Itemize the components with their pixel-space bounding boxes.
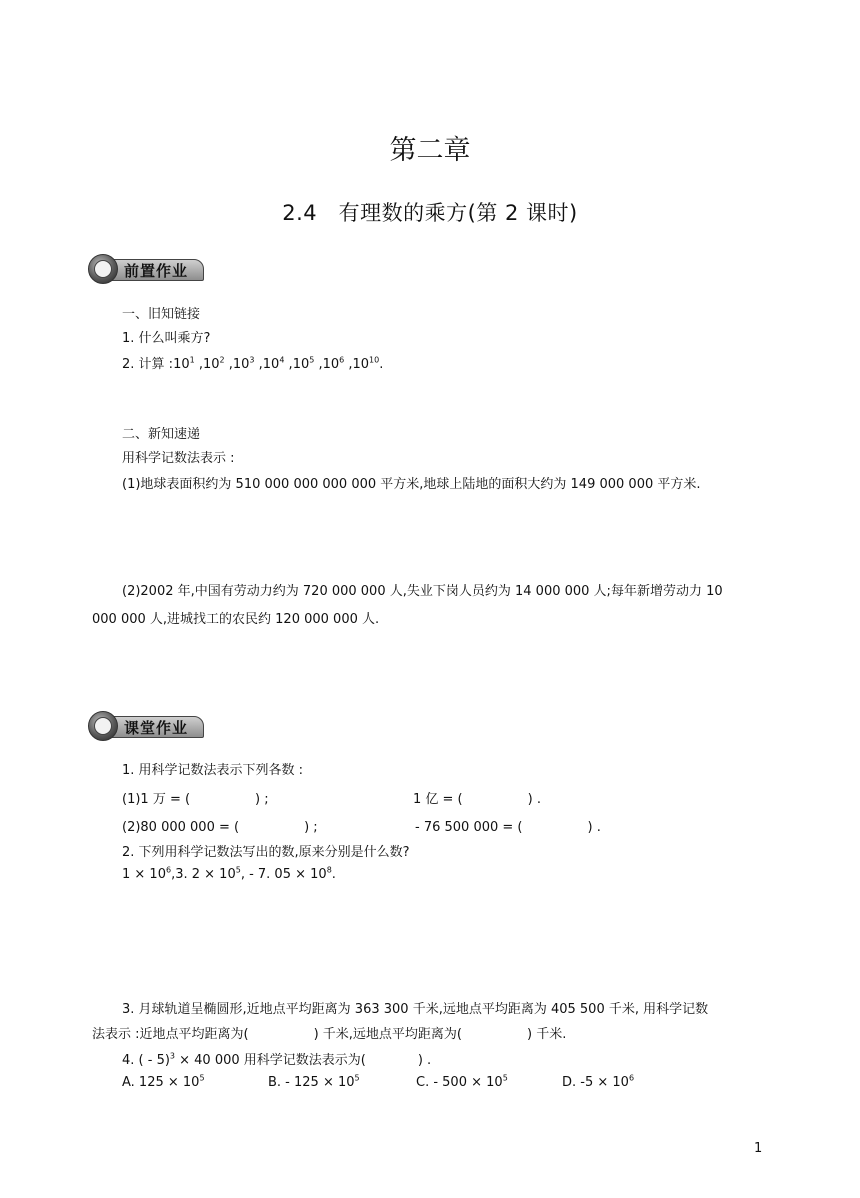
part2-heading: 二、新知速递 [122, 427, 201, 442]
section-badge-preview [88, 254, 208, 284]
option-b: B. - $125 \times 10^5$ [268, 1073, 360, 1090]
cw-question-1: 1. 用科学记数法表示下列各数 : [122, 763, 304, 778]
option-c: C. - $500 \times 10^5$ [416, 1073, 508, 1090]
play-icon [88, 711, 118, 741]
cw-q3-line2: 法表示 :近地点平均距离为( ) 千米,远地点平均距离为( ) 千米. [92, 1027, 567, 1042]
option-d: D. $-5 \times 10^6$ [562, 1073, 635, 1090]
option-a: A. $125 \times 10^5$ [122, 1073, 205, 1090]
item-2-line2: 000 000 人,进城找工的农民约 120 000 000 人. [92, 612, 380, 627]
chapter-title: 第二章 [389, 135, 471, 166]
part1-heading: 一、旧知链接 [122, 307, 201, 322]
badge-label: 前置作业 [124, 262, 189, 280]
q2-prefix: 2. 计算 : [122, 357, 174, 372]
page-number: 1 [754, 1141, 763, 1156]
power-term: $10^4$ [262, 355, 285, 372]
lesson-title: 2.4 有理数的乘方(第 2 课时) [282, 201, 578, 225]
cw-q3-line1: 3. 月球轨道呈椭圆形,近地点平均距离为 363 300 千米,远地点平均距离为 405 500 千米, 用科学记数 [122, 1002, 709, 1017]
power-term: $10^2$ [202, 355, 225, 372]
badge-label: 课堂作业 [124, 719, 189, 737]
cw-question-4: 4. ( - 5)$^3$ × 40 000 用科学记数法表示为( ) . [122, 1051, 432, 1068]
cw-q1-c: (2)80 000 000 = ( ) ; [122, 820, 318, 835]
power-term: $10^6$ [322, 355, 345, 372]
question-2: 2. 计算 $:10^1$ $,10^2$ $,10^3$ $,10^4$ $,10^5$ $,10^6$ $,10^{10}$. [122, 355, 384, 372]
cw-q1-b: 1 亿 = ( ) . [413, 792, 541, 807]
cw-q1-d: - 76 500 000 = ( ) . [415, 820, 601, 835]
cw-question-2: 2. 下列用科学记数法写出的数,原来分别是什么数? [122, 845, 410, 860]
power-term: $10^1$ [173, 355, 195, 372]
pen-icon [88, 254, 118, 284]
item-2-line1: (2)2002 年,中国有劳动力约为 720 000 000 人,失业下岗人员约为 14 000 000 人;每年新增劳动力 10 [122, 584, 723, 599]
cw-q2-numbers: $1 \times 10^6,3$. $2 \times 10^5$, - 7. $05 \times 10^8$. [122, 865, 336, 882]
power-term: $10^5$ [292, 355, 315, 372]
item-1: (1)地球表面积约为 510 000 000 000 000 平方米,地球上陆地的面积大约为 149 000 000 平方米. [122, 477, 701, 492]
part2-intro: 用科学记数法表示 : [122, 451, 235, 466]
power-term: $10^{10}$ [352, 355, 380, 372]
power-term: $10^3$ [232, 355, 255, 372]
cw-q1-a: (1)1 万 = ( ) ; [122, 792, 269, 807]
question-1: 1. 什么叫乘方? [122, 331, 211, 346]
section-badge-classwork [88, 711, 208, 741]
